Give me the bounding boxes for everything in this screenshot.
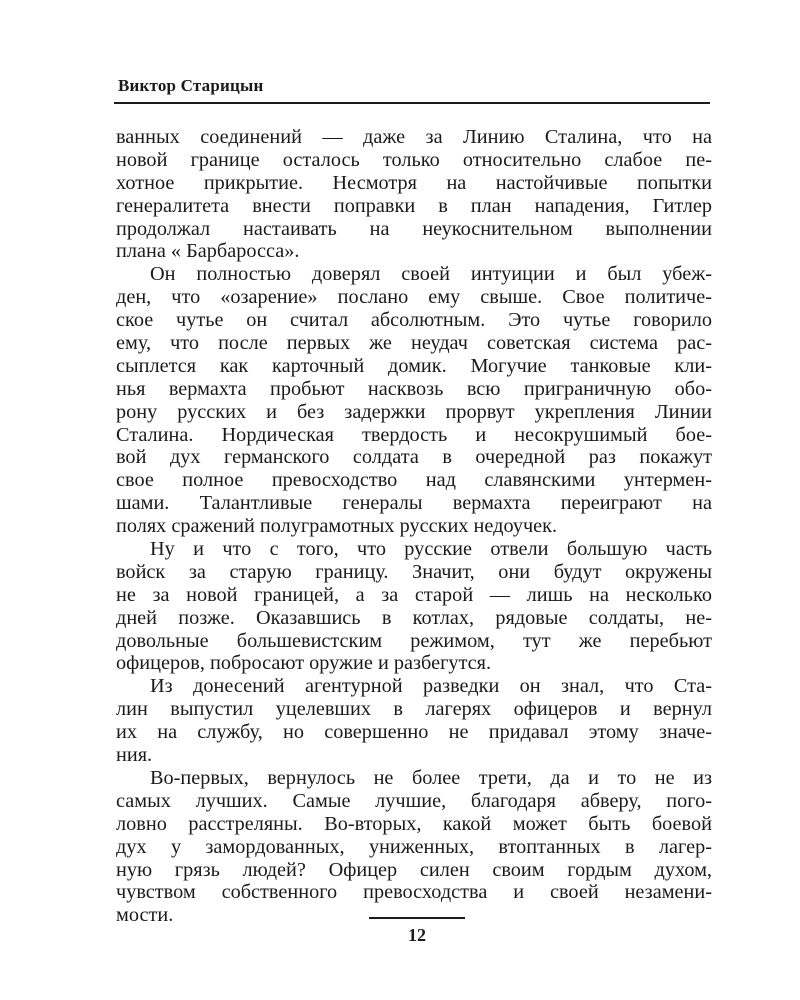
footer-rule [369,917,465,919]
header-rule [114,102,710,104]
text-line: ловно расстреляны. Во-вторых, какой может быть боевой [116,812,712,835]
text-line: рону русских и без задержки прорвут укрепления Линии [116,400,712,423]
text-line: сыплется как карточный домик. Могучие танковые кли- [116,354,712,377]
text-line: войск за старую границу. Значит, они будут окружены [116,560,712,583]
page-number: 12 [408,925,426,945]
text-line: генералитета внести поправки в план нападения, Гитлер [116,194,712,217]
text-line: ванных соединений — даже за Линию Сталина, что на [116,126,712,148]
text-line: Ну и что с того, что русские отвели большую часть [150,538,712,561]
text-line: дух у замордованных, униженных, втоптанных в лагер- [116,835,712,858]
text-line: ему, что после первых же неудач советская система рас- [116,332,712,355]
text-line: не за новой границей, а за старой — лишь на несколько [116,583,712,606]
text-line: полях сражений полуграмотных русских недоучек. [116,515,558,538]
text-line: лин выпустил уцелевших в лагерях офицеров и вернул [116,698,712,721]
text-line: свое полное превосходство над славянскими унтермен- [116,469,712,492]
text-line: Он полностью доверял своей интуиции и был убеж- [150,263,712,286]
text-line: ния. [116,744,153,767]
text-line: офицеров, побросают оружие и разбегутся. [116,652,492,675]
text-line: чувством собственного превосходства и своей незамени- [116,881,712,904]
text-line: довольные большевистским режимом, тут же перебьют [116,629,712,652]
text-line: мости. [116,904,174,927]
text-line: плана « Барбаросса». [116,240,300,263]
text-line: ден, что «озарение» послано ему свыше. Свое политиче- [116,286,712,309]
text-line: Из донесений агентурной разведки он знал, что Ста- [150,675,712,698]
running-header-author: Виктор Старицын [118,76,264,95]
text-line: шами. Талантливые генералы вермахта переиграют на [116,492,712,515]
text-line: Во-первых, вернулось не более трети, да и то не из [150,766,712,789]
text-line: ную грязь людей? Офицер силен своим гордым духом, [116,858,712,881]
text-line: вой дух германского солдата в очередной раз покажут [116,446,712,469]
text-line: новой границе осталось только относительно слабое пе- [116,148,712,171]
body-text [116,126,712,927]
text-line: Сталина. Нордическая твердость и несокрушимый бое- [116,423,712,446]
text-line: самых лучших. Самые лучшие, благодаря абверу, пого- [116,789,712,812]
text-line: дней позже. Оказавшись в котлах, рядовые солдаты, не- [116,606,712,629]
text-line: продолжал настаивать на неукоснительном выполнении [116,217,712,240]
text-line: нья вермахта пробьют насквозь всю приграничную обо- [116,377,712,400]
text-line: их на службу, но совершенно не придавал этому значе- [116,721,712,744]
text-line: хотное прикрытие. Несмотря на настойчивые попытки [116,171,712,194]
text-line: ское чутье он считал абсолютным. Это чутье говорило [116,309,712,332]
